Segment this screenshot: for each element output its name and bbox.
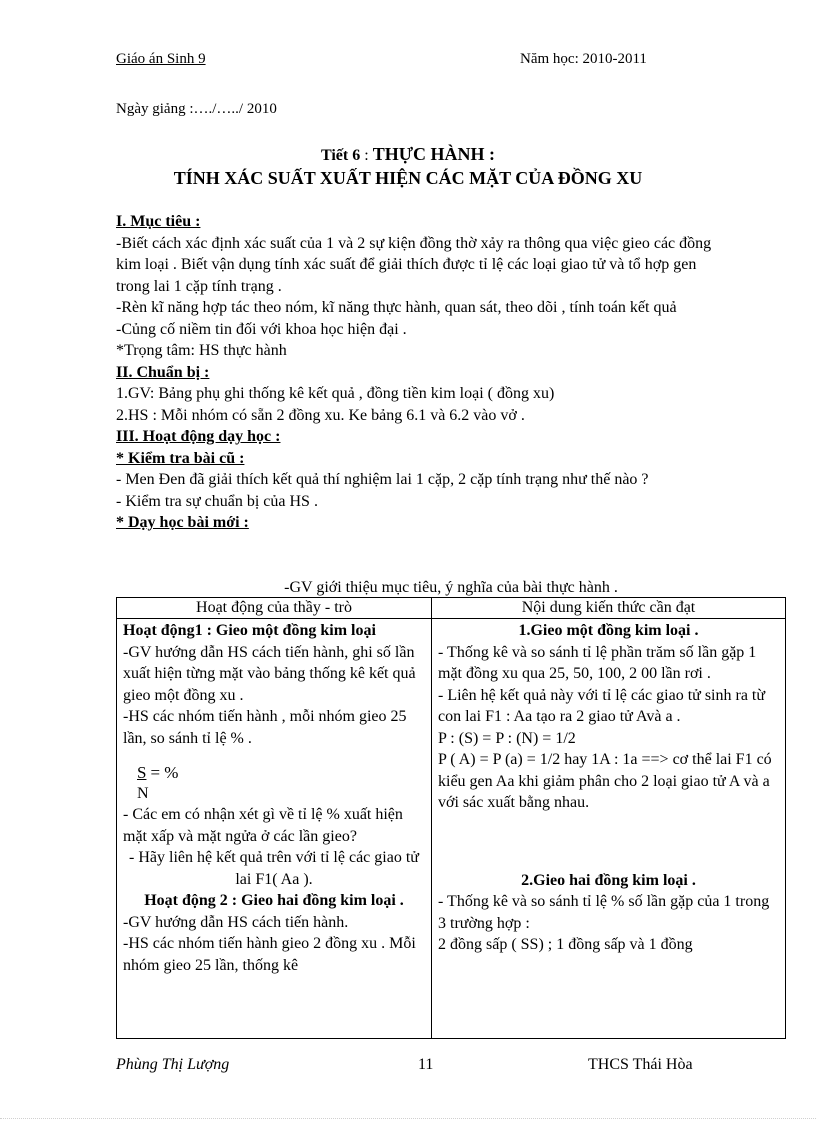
activity-1-line: -GV hướng dẫn HS cách tiến hành, ghi số lần xuất hiện từng mặt vào bảng thống kê kết quả gieo một đồng xu . <box>123 643 416 704</box>
content-1-line: - Liên hệ kết quả này với tỉ lệ các giao tử sinh ra từ con lai F1 : Aa tạo ra 2 giao tử Avà a . <box>438 686 766 725</box>
activity-1-line: -HS các nhóm tiến hành , mỗi nhóm gieo 25 lần, so sánh tỉ lệ % . <box>123 708 407 747</box>
activity-2-line: -HS các nhóm tiến hành gieo 2 đồng xu . Mỗi nhóm gieo 25 lần, thống kê <box>123 935 416 974</box>
lesson-sep: : <box>360 147 373 164</box>
fraction-rest: = % <box>150 763 179 782</box>
activity-1-question: - Các em có nhận xét gì về tỉ lệ % xuất hiện mặt xấp và mặt ngửa ở các lần gieo? <box>123 806 403 845</box>
date-line: Ngày giảng :…./…../ 2010 <box>116 101 277 117</box>
section-chuan-bi-heading: II. Chuẩn bị : <box>116 363 210 381</box>
footer-author: Phùng Thị Lượng <box>116 1056 230 1073</box>
muc-tieu-line: -Biết cách xác định xác suất của 1 và 2 sự kiện đồng thờ xảy ra thông qua việc gieo các đồng kim loại . Biết vận dụng tính xác suất để giải thích được tỉ lệ các loại giao tử và tổ hợp gen trong lai 1 cặp tính trạng . <box>116 234 712 295</box>
table-header-left: Hoạt động của thầy - trò <box>117 598 432 619</box>
kiem-tra-line: - Kiểm tra sự chuẩn bị của HS . <box>116 492 318 510</box>
table-header-right: Nội dung kiến thức cần đạt <box>432 598 786 619</box>
content-2-title: 2.Gieo hai đồng kim loại . <box>521 871 696 889</box>
muc-tieu-line: -Củng cố niềm tin đối với khoa học hiện đại . <box>116 320 407 338</box>
fraction-denominator: N <box>137 785 149 802</box>
chuan-bi-line: 2.HS : Mỗi nhóm có sẵn 2 đồng xu. Ke bảng 6.1 và 6.2 vào vở . <box>116 406 525 424</box>
fraction-numerator: S <box>137 763 147 782</box>
footer-school: THCS Thái Hòa <box>588 1056 693 1073</box>
page-bottom-divider <box>0 1118 816 1119</box>
activity-2-line: -GV hướng dẫn HS cách tiến hành. <box>123 913 349 931</box>
table-cell-left <box>117 619 432 1039</box>
bai-moi-heading: * Dạy học bài mới : <box>116 514 249 531</box>
table-cell-right <box>432 619 786 1039</box>
section-hoat-dong-heading: III. Hoạt động dạy học : <box>116 428 281 445</box>
bai-moi-intro: -GV giới thiệu mục tiêu, ý nghĩa của bài thực hành . <box>284 579 618 596</box>
kiem-tra-line: - Men Đen đã giải thích kết quả thí nghiệm lai 1 cặp, 2 cặp tính trạng như thế nào ? <box>116 471 649 488</box>
lesson-prefix: Tiết 6 <box>320 147 361 164</box>
lesson-title-text: THỰC HÀNH : <box>372 144 496 164</box>
content-2-line: - Thống kê và so sánh tỉ lệ % số lần gặp của 1 trong 3 trường hợp : <box>438 893 770 932</box>
content-1-line: - Thống kê và so sánh tỉ lệ phần trăm số lần gặp 1 mặt đồng xu qua 25, 50, 100, 2 00 lần rơi . <box>438 643 757 682</box>
section-muc-tieu-heading: I. Mục tiêu : <box>116 213 201 230</box>
activity-1-centered: - Hãy liên hệ kết quả trên với tỉ lệ các giao tử lai F1( Aa ). <box>129 849 419 888</box>
content-2-line: 2 đồng sấp ( SS) ; 1 đồng sấp và 1 đồng <box>438 936 693 953</box>
lesson-subtitle: TÍNH XÁC SUẤT XUẤT HIỆN CÁC MẶT CỦA ĐỒNG XU <box>173 168 643 188</box>
muc-tieu-line: -Rèn kĩ năng hợp tác theo nóm, kĩ năng thực hành, quan sát, theo dõi , tính toán kết quả <box>116 299 677 316</box>
activity-2-title: Hoạt động 2 : Gieo hai đồng kim loại . <box>144 892 404 909</box>
table-header-row <box>117 598 786 619</box>
fraction-formula <box>137 763 425 804</box>
table-row <box>117 619 786 1039</box>
content-1-line: P : (S) = P : (N) = 1/2 <box>438 729 576 747</box>
header-left: Giáo án Sinh 9 <box>116 51 206 67</box>
footer-page-number: 11 <box>418 1056 434 1073</box>
header-right: Năm học: 2010-2011 <box>520 51 647 67</box>
kiem-tra-heading: * Kiểm tra bài cũ : <box>116 449 245 467</box>
lesson-table <box>116 597 786 1039</box>
content-1-line: P ( A) = P (a) = 1/2 hay 1A : 1a ==> cơ thể lai F1 có kiểu gen Aa khi giảm phân cho 2 loại giao tử A và a với sác xuất bằng nhau. <box>438 751 772 811</box>
lesson-title <box>0 144 816 165</box>
chuan-bi-line: 1.GV: Bảng phụ ghi thống kê kết quả , đồng tiền kim loại ( đồng xu) <box>116 385 555 402</box>
muc-tieu-line: *Trọng tâm: HS thực hành <box>116 342 287 359</box>
content-1-title: 1.Gieo một đồng kim loại . <box>518 622 699 639</box>
body-content <box>116 211 716 534</box>
activity-1-title: Hoạt động1 : Gieo một đồng kim loại <box>123 622 376 639</box>
